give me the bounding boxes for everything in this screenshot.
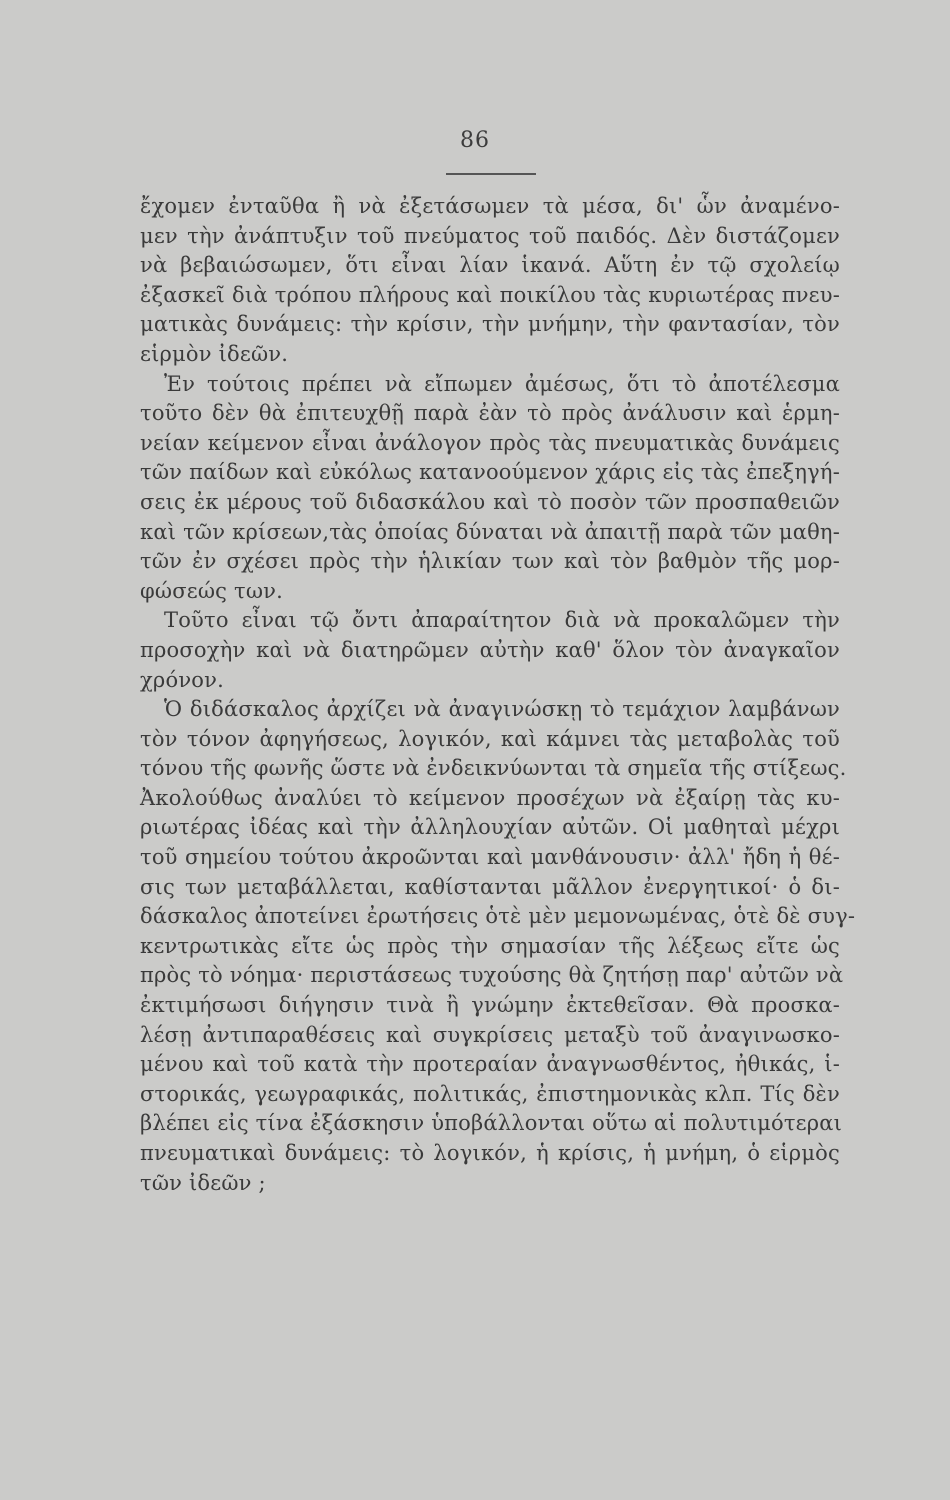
text-line: καὶ τῶν κρίσεων,τὰς ὁποίας δύναται νὰ ἀπαιτῇ παρὰ τῶν μαθη- [140,519,840,544]
text-line: ἔχομεν ἐνταῦθα ἢ νὰ ἐξετάσωμεν τὰ μέσα, δι' ὧν ἀναμένο- [140,194,840,218]
text-line: τῶν παίδων καὶ εὐκόλως κατανοούμενον χάρις εἰς τὰς ἐπεξηγή- [140,460,840,485]
text-line: Ὁ διδάσκαλος ἀρχίζει νὰ ἀναγινώσκῃ τὸ τεμάχιον λαμβάνων [164,697,840,722]
header-rule [446,173,536,175]
text-line: μένου καὶ τοῦ κατὰ τὴν προτεραίαν ἀναγνωσθέντος, ἠθικάς, ἱ- [140,1052,840,1077]
text-line: δάσκαλος ἀποτείνει ἐρωτήσεις ὁτὲ μὲν μεμονωμένας, ὁτὲ δὲ συγ- [140,904,856,929]
text-line: σις των μεταβάλλεται, καθίστανται μᾶλλον ἐνεργητικοί· ὁ δι- [140,874,840,899]
text-line: νὰ βεβαιώσωμεν, ὅτι εἶναι λίαν ἱκανά. Αὕτη ἐν τῷ σχολείῳ [140,253,840,278]
text-line: τόνου τῆς φωνῆς ὥστε νὰ ἐνδεικνύωνται τὰ σημεῖα τῆς στίξεως. [140,756,847,781]
text-line: τὸν τόνον ἀφηγήσεως, λογικόν, καὶ κάμνει τὰς μεταβολὰς τοῦ [140,726,840,751]
text-line: ματικὰς δυνάμεις: τὴν κρίσιν, τὴν μνήμην, τὴν φαντασίαν, τὸν [140,312,840,337]
text-line: πρὸς τὸ νόημα· περιστάσεως τυχούσης θὰ ζητήσῃ παρ' αὐτῶν νὰ [140,963,844,988]
text-line: λέσῃ ἀντιπαραθέσεις καὶ συγκρίσεις μεταξὺ τοῦ ἀναγινωσκο- [140,1022,840,1047]
text-line: φώσεώς των. [140,578,283,603]
body-text [140,192,856,1198]
text-line: προσοχὴν καὶ νὰ διατηρῶμεν αὐτὴν καθ' ὅλον τὸν ἀναγκαῖον [140,637,840,662]
text-line: τοῦτο δὲν θὰ ἐπιτευχθῇ παρὰ ἐὰν τὸ πρὸς ἀνάλυσιν καὶ ἑρμη- [140,401,840,426]
text-line: πνευματικαὶ δυνάμεις: τὸ λογικόν, ἡ κρίσις, ἡ μνήμη, ὁ εἱρμὸς [140,1141,840,1165]
text-line: κεντρωτικὰς εἴτε ὡς πρὸς τὴν σημασίαν τῆς λέξεως εἴτε ὡς [140,933,840,958]
text-line: εἱρμὸν ἰδεῶν. [140,341,289,366]
text-line: Ἐν τούτοις πρέπει νὰ εἴπωμεν ἀμέσως, ὅτι τὸ ἀποτέλεσμα [164,371,840,396]
text-line: στορικάς, γεωγραφικάς, πολιτικάς, ἐπιστημονικὰς κλπ. Τίς δὲν [140,1081,840,1106]
text-line: σεις ἐκ μέρους τοῦ διδασκάλου καὶ τὸ ποσὸν τῶν προσπαθειῶν [140,489,840,514]
text-line: Τοῦτο εἶναι τῷ ὄντι ἀπαραίτητον διὰ νὰ προκαλῶμεν τὴν [164,608,840,633]
text-line: ἐκτιμήσωσι διήγησιν τινὰ ἢ γνώμην ἐκτεθεῖσαν. Θὰ προσκα- [140,993,840,1018]
text-line: νείαν κείμενον εἶναι ἀνάλογον πρὸς τὰς πνευματικὰς δυνάμεις [140,430,840,455]
text-line: τοῦ σημείου τούτου ἀκροῶνται καὶ μανθάνουσιν· ἀλλ' ἤδη ἡ θέ- [140,845,840,870]
text-line: μεν τὴν ἀνάπτυξιν τοῦ πνεύματος τοῦ παιδός. Δὲν διστάζομεν [140,223,840,248]
text-line: χρόνον. [140,667,224,692]
text-line: Ἀκολούθως ἀναλύει τὸ κείμενον προσέχων νὰ ἐξαίρῃ τὰς κυ- [140,785,840,810]
text-line: ριωτέρας ἰδέας καὶ τὴν ἀλληλουχίαν αὐτῶν. Οἱ μαθηταὶ μέχρι [140,815,840,840]
text-line: βλέπει εἰς τίνα ἐξάσκησιν ὑποβάλλονται οὕτω αἱ πολυτιμότεραι [140,1111,843,1136]
text-line: ἐξασκεῖ διὰ τρόπου πλήρους καὶ ποικίλου τὰς κυριωτέρας πνευ- [140,282,840,307]
text-line: τῶν ἰδεῶν ; [140,1170,266,1195]
page-number: 86 [460,128,490,153]
text-line: τῶν ἐν σχέσει πρὸς τὴν ἡλικίαν των καὶ τὸν βαθμὸν τῆς μορ- [140,549,840,574]
